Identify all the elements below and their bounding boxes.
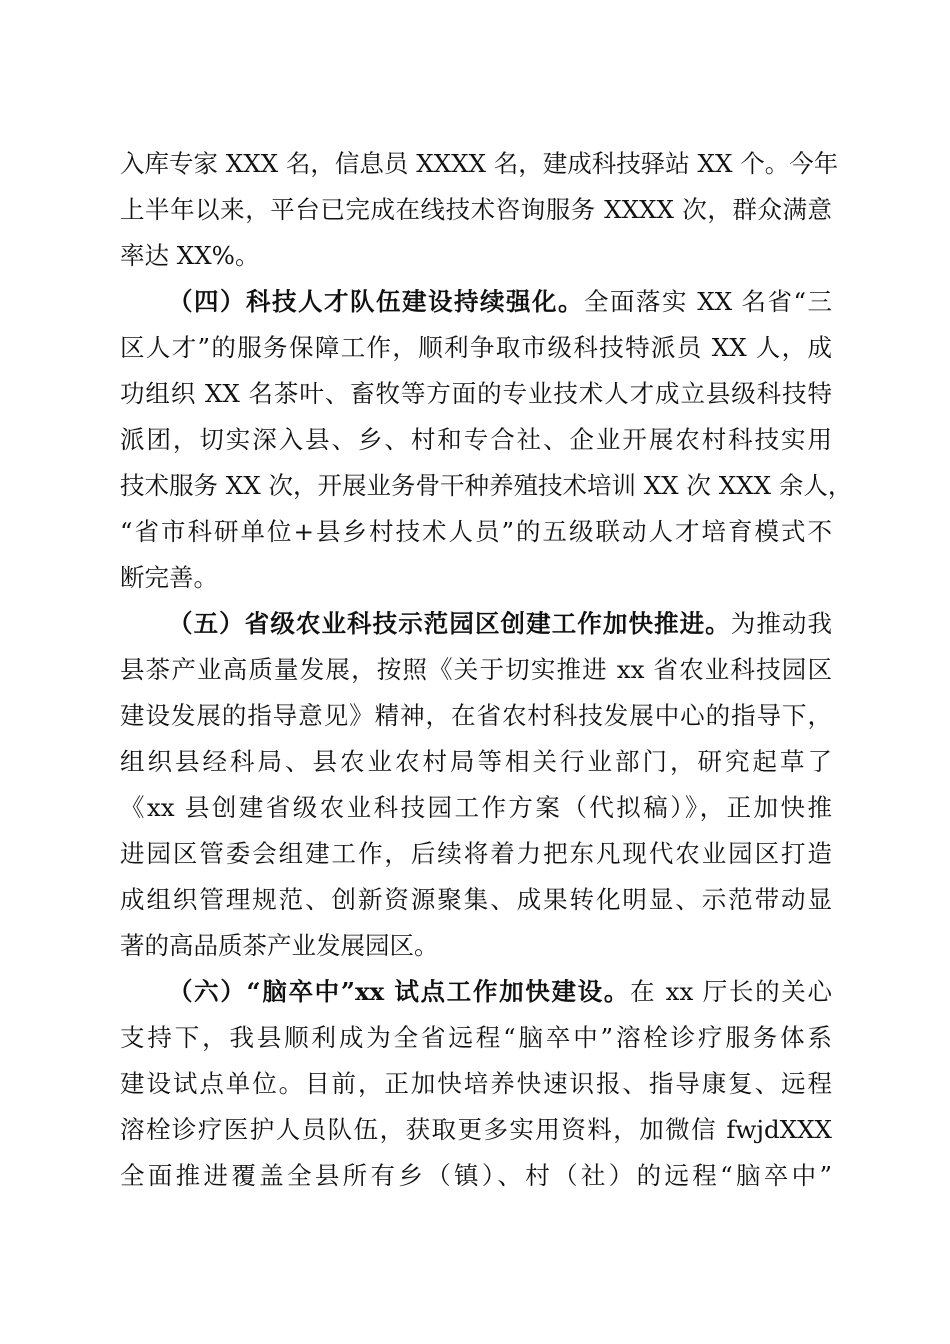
- paragraph-2-heading: （四）科技人才队伍建设持续强化。: [168, 287, 585, 316]
- paragraph-4-line-2: 支持下，我县顺利成为全省远程“脑卒中”溶栓诊疗服务体系: [120, 1023, 832, 1052]
- paragraph-2-line-2: 区人才”的服务保障工作，顺利争取市级科技特派员 XX 人，成: [120, 333, 832, 362]
- paragraph-3-line-6: 进园区管委会组建工作，后续将着力把东凡现代农业园区打造: [120, 839, 832, 868]
- paragraph-3-heading: （五）省级农业科技示范园区创建工作加快推进。: [168, 609, 731, 638]
- paragraph-2-line-3: 功组织 XX 名茶叶、畜牧等方面的专业技术人才成立县级科技特: [120, 379, 832, 408]
- paragraph-3-line-8: 著的高品质茶产业发展园区。: [120, 931, 439, 960]
- paragraph-3-line-5: 《xx 县创建省级农业科技园工作方案（代拟稿）》，正加快推: [120, 793, 832, 822]
- paragraph-2-line-4: 派团，切实深入县、乡、村和专合社、企业开展农村科技实用: [120, 425, 832, 454]
- paragraph-3-line-4: 组织县经科局、县农业农村局等相关行业部门，研究起草了: [120, 747, 832, 776]
- paragraph-2-first-line-text: 全面落实 XX 名省“三: [584, 287, 833, 316]
- paragraph-3-first-line-text: 为推动我: [730, 609, 833, 638]
- paragraph-1-line-3: 率达 XX%。: [120, 241, 260, 270]
- paragraph-4-line-4: 溶栓诊疗医护人员队伍，获取更多实用资料，加微信 fwjdXXX: [120, 1115, 832, 1144]
- paragraph-2-line-6: “省市科研单位+县乡村技术人员”的五级联动人才培育模式不: [120, 517, 832, 546]
- paragraph-4-line-5: 全面推进覆盖全县所有乡（镇）、村（社）的远程“脑卒中”: [120, 1161, 832, 1190]
- paragraph-3-first-line: [168, 609, 832, 639]
- paragraph-3-line-2: 县茶产业高质量发展，按照《关于切实推进 xx 省农业科技园区: [120, 655, 832, 684]
- paragraph-2-first-line: [168, 287, 832, 317]
- paragraph-1-line-1: 入库专家 XXX 名，信息员 XXXX 名，建成科技驿站 XX 个。今年: [120, 149, 839, 178]
- paragraph-4-heading: （六）“脑卒中”xx 试点工作加快建设。: [168, 977, 631, 1006]
- paragraph-4-line-3: 建设试点单位。目前，正加快培养快速识报、指导康复、远程: [120, 1069, 832, 1098]
- paragraph-2-line-5: 技术服务 XX 次，开展业务骨干种养殖技术培训 XX 次 XXX 余人，: [120, 471, 853, 500]
- paragraph-4-first-line: [168, 977, 832, 1007]
- paragraph-2-line-7: 断完善。: [120, 563, 218, 592]
- paragraph-3-line-7: 成组织管理规范、创新资源聚集、成果转化明显、示范带动显: [120, 885, 832, 914]
- paragraph-3-line-3: 建设发展的指导意见》精神，在省农村科技发展中心的指导下，: [120, 701, 832, 730]
- paragraph-1-line-2: 上半年以来，平台已完成在线技术咨询服务 XXXX 次，群众满意: [120, 195, 832, 224]
- paragraph-4-first-line-text: 在 xx 厅长的关心: [630, 977, 832, 1006]
